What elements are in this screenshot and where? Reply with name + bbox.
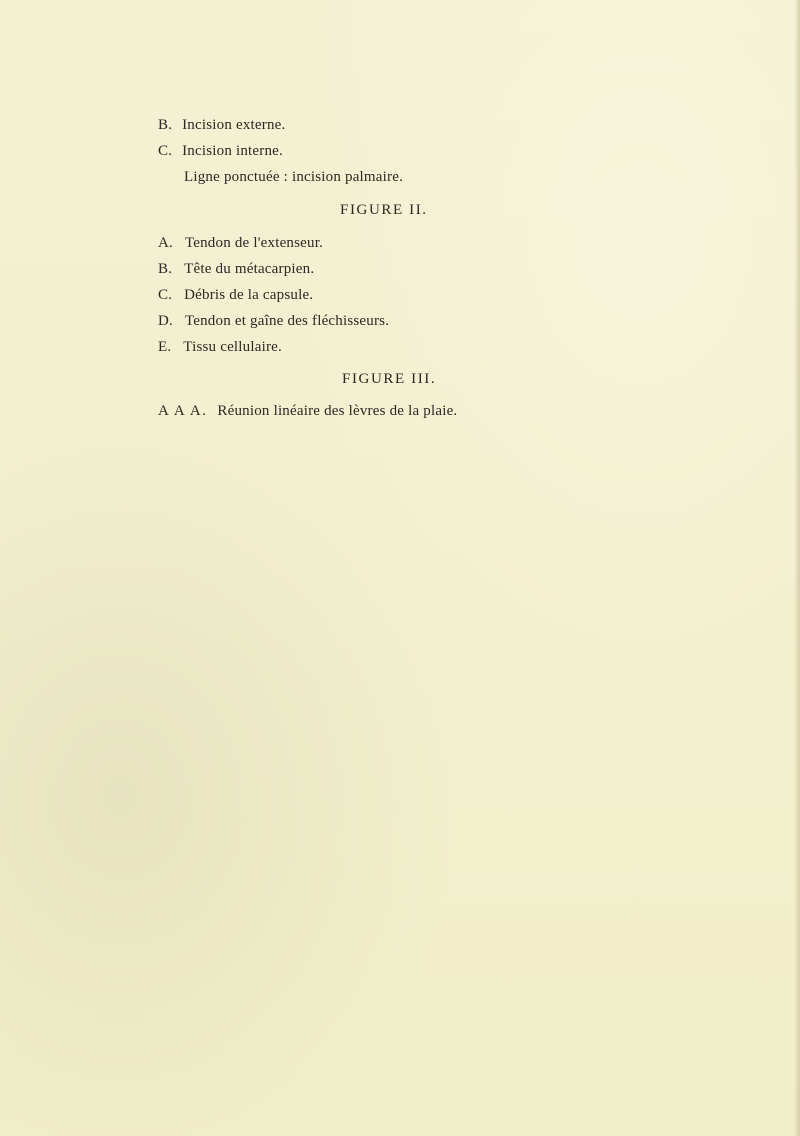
legend-item-b bbox=[158, 260, 314, 278]
legend-item-text: Tendon de l'extenseur. bbox=[184, 235, 324, 251]
legend-item-text: Incision externe. bbox=[182, 117, 286, 133]
legend-item-b bbox=[158, 116, 285, 134]
legend-item-a bbox=[158, 234, 323, 252]
legend-item-label: E. bbox=[158, 339, 172, 355]
legend-item-label: C. bbox=[158, 143, 173, 159]
legend-item-label: B. bbox=[158, 117, 173, 133]
legend-item-c bbox=[158, 142, 283, 160]
legend-item-text: Débris de la capsule. bbox=[184, 287, 314, 303]
legend-item-label: A A A. bbox=[158, 403, 208, 419]
legend-item-label: B. bbox=[158, 261, 173, 277]
legend-item-e bbox=[158, 338, 282, 356]
legend-item-aaa bbox=[158, 402, 457, 420]
figure-two-heading: FIGURE II. bbox=[340, 202, 428, 218]
legend-item-text: Réunion linéaire des lèvres de la plaie. bbox=[217, 403, 458, 419]
legend-note-dotted-line: Ligne ponctuée : incision palmaire. bbox=[184, 169, 404, 185]
legend-item-label: A. bbox=[158, 235, 173, 251]
legend-item-text: Tissu cellulaire. bbox=[183, 339, 282, 355]
legend-item-d bbox=[158, 312, 389, 330]
figure-three-heading: FIGURE III. bbox=[342, 371, 437, 387]
legend-item-text: Tendon et gaîne des fléchisseurs. bbox=[184, 313, 390, 329]
page-edge-shadow bbox=[794, 0, 800, 1136]
legend-item-label: D. bbox=[158, 313, 173, 329]
legend-item-label: C. bbox=[158, 287, 173, 303]
legend-item-c bbox=[158, 286, 313, 304]
legend-item-text: Incision interne. bbox=[182, 143, 283, 159]
legend-item-text: Tête du métacarpien. bbox=[184, 261, 315, 277]
